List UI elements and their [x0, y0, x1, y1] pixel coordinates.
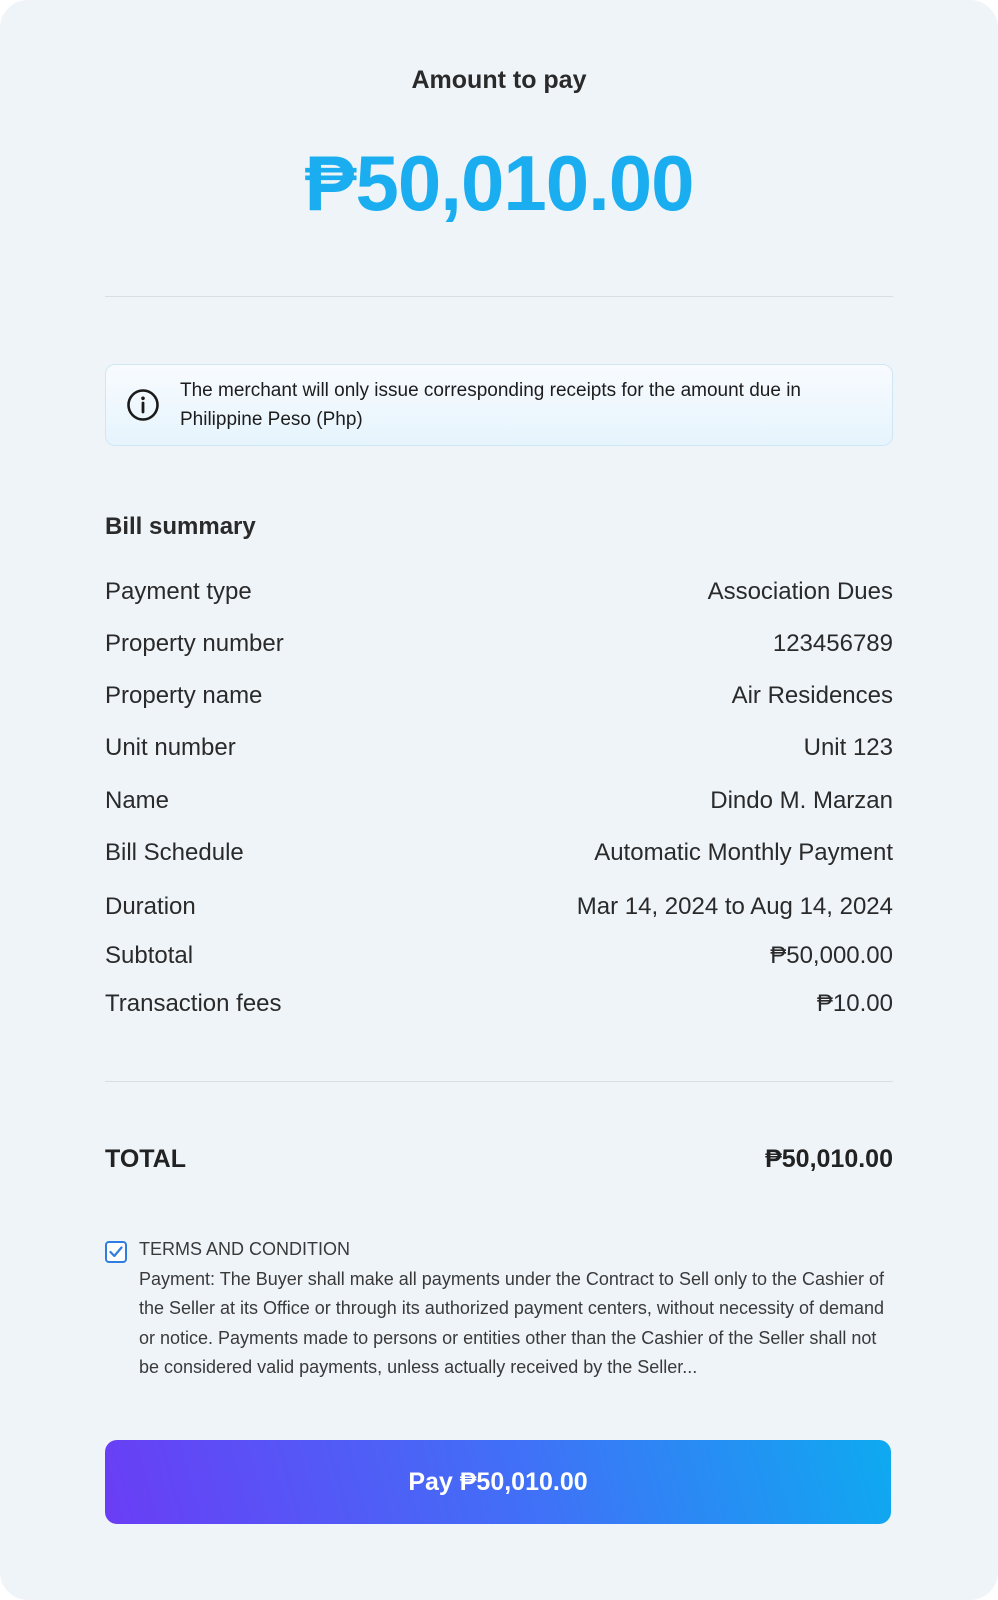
- bill-row-value: 123456789: [772, 630, 893, 657]
- bill-row: [105, 990, 893, 1018]
- bill-row: [105, 578, 893, 606]
- bill-row: [105, 682, 893, 710]
- bill-row-label: Payment type: [105, 578, 252, 605]
- bill-row-label: Bill Schedule: [105, 839, 244, 866]
- bill-row: [105, 734, 893, 762]
- bill-row-value: Unit 123: [803, 734, 893, 761]
- bill-row: [105, 787, 893, 815]
- terms-title: TERMS AND CONDITION: [139, 1239, 351, 1259]
- terms-text: Payment: The Buyer shall make all payments under the Contract to Sell only to the Cashier of the Seller at its Office or through its authorized payment centers, without necessity of demand or notice. Payments made to persons or entities other than the Cashier of the Seller shall not be considered valid payments, unless actually received by the Seller...: [139, 1268, 885, 1377]
- divider: [105, 1081, 893, 1082]
- bill-row: [105, 630, 893, 658]
- divider: [105, 296, 893, 297]
- bill-row: [105, 839, 893, 867]
- terms-checkbox[interactable]: [105, 1241, 127, 1263]
- bill-row-value: Mar 14, 2024 to Aug 14, 2024: [576, 893, 893, 920]
- total-label: TOTAL: [105, 1145, 187, 1173]
- total-row: [105, 1145, 893, 1174]
- bill-row-label: Duration: [105, 893, 196, 920]
- bill-row-value: Association Dues: [707, 578, 893, 605]
- amount-label: Amount to pay: [411, 66, 587, 94]
- amount-value: ₱50,010.00: [304, 139, 694, 227]
- notice-text: The merchant will only issue corresponding receipts for the amount due in Philippine Peso (Php): [180, 380, 801, 430]
- bill-row-value: Dindo M. Marzan: [710, 787, 893, 814]
- terms-section: [105, 1235, 895, 1383]
- bill-row-label: Property number: [105, 630, 284, 657]
- checkmark-icon: [109, 1246, 123, 1258]
- bill-summary-title: Bill summary: [105, 513, 256, 540]
- bill-row-value: Air Residences: [731, 682, 893, 709]
- bill-row-label: Property name: [105, 682, 263, 709]
- bill-row-label: Name: [105, 787, 170, 814]
- pay-button[interactable]: Pay ₱50,010.00: [105, 1440, 891, 1524]
- bill-row-label: Subtotal: [105, 942, 194, 969]
- bill-row-value: ₱10.00: [816, 990, 893, 1017]
- bill-row-value: Automatic Monthly Payment: [594, 839, 893, 866]
- bill-row: [105, 893, 893, 921]
- bill-row-label: Transaction fees: [105, 990, 282, 1017]
- bill-row-label: Unit number: [105, 734, 236, 761]
- terms-body: [139, 1235, 895, 1383]
- bill-row: [105, 942, 893, 970]
- currency-notice: [105, 364, 893, 446]
- total-value: ₱50,010.00: [765, 1145, 893, 1173]
- info-icon: [126, 388, 160, 422]
- bill-row-value: ₱50,000.00: [770, 942, 893, 969]
